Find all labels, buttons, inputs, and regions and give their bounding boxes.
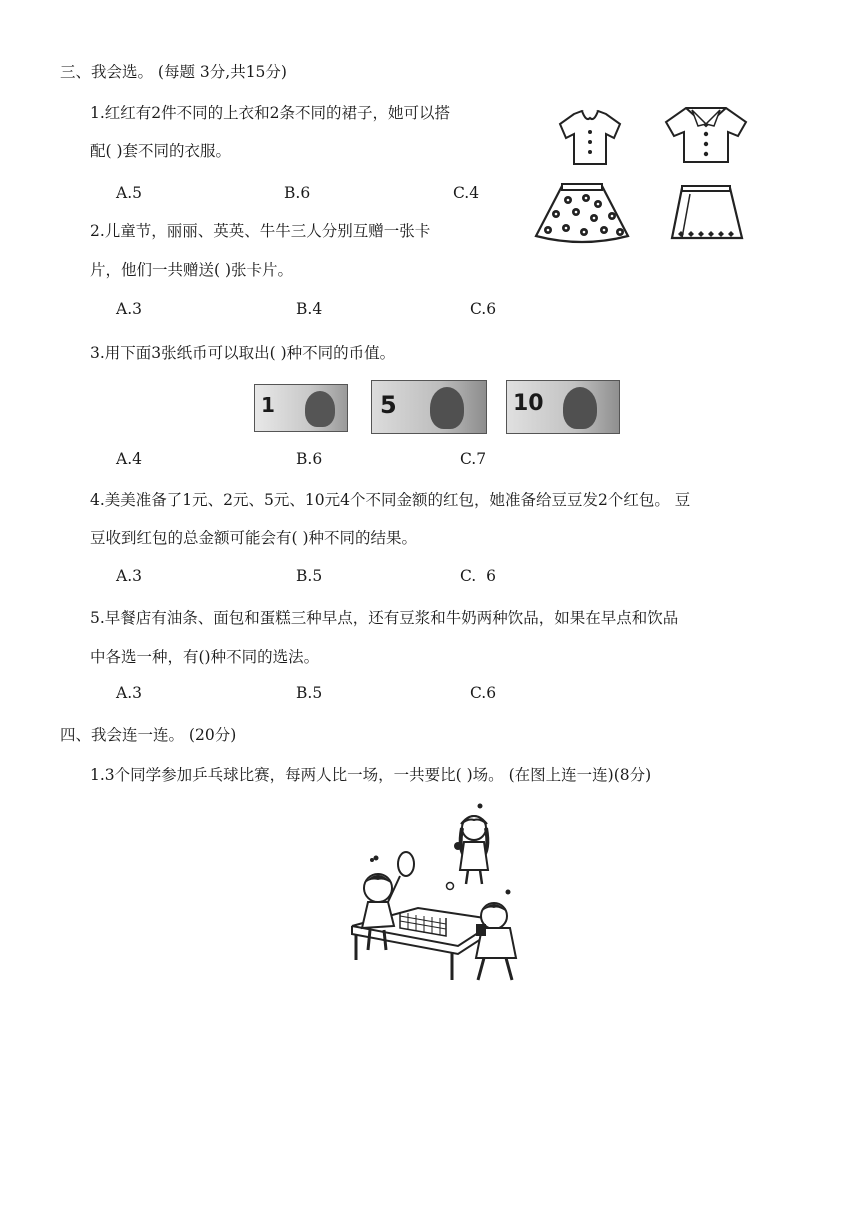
- question-4-option-a[interactable]: A.3: [116, 567, 142, 585]
- question-3-line-1: 3.用下面3张纸币可以取出( )种不同的币值。: [90, 344, 396, 362]
- flowered-skirt-icon: [532, 182, 632, 246]
- banknote-5-value: 5: [380, 391, 397, 419]
- banknote-5-yuan-icon: [371, 380, 487, 434]
- question-3-option-c[interactable]: C.7: [460, 450, 487, 468]
- question-5-option-b[interactable]: B.5: [296, 684, 323, 702]
- portrait-icon: [430, 387, 464, 429]
- question-1-option-c[interactable]: C.4: [453, 184, 480, 202]
- portrait-icon: [563, 387, 597, 429]
- banknote-10-yuan-icon: [506, 380, 620, 434]
- banknote-10-value: 10: [513, 391, 544, 416]
- question-1-line-1: 1.红红有2件不同的上衣和2条不同的裙子，她可以搭: [90, 104, 451, 122]
- ping-pong-players-illustration: [348, 800, 528, 990]
- portrait-icon: [305, 391, 335, 427]
- question-3-option-b[interactable]: B.6: [296, 450, 323, 468]
- question-2-option-a[interactable]: A.3: [116, 300, 142, 318]
- question-3-option-a[interactable]: A.4: [116, 450, 142, 468]
- question-4-option-b[interactable]: B.5: [296, 567, 323, 585]
- section-3-title: 三、我会选。 (每题 3分,共15分): [60, 63, 287, 81]
- question-1-line-2: 配( )套不同的衣服。: [90, 142, 232, 160]
- banknote-1-value: 1: [261, 393, 275, 417]
- blouse-icon: [556, 108, 624, 168]
- question-5-line-1: 5.早餐店有油条、面包和蛋糕三种早点，还有豆浆和牛奶两种饮品，如果在早点和饮品: [90, 609, 679, 627]
- question-4-line-2: 豆收到红包的总金额可能会有( )种不同的结果。: [90, 529, 418, 547]
- skirt-icon: [668, 184, 748, 246]
- question-2-line-1: 2.儿童节，丽丽、英英、牛牛三人分别互赠一张卡: [90, 222, 431, 240]
- question-1-option-b[interactable]: B.6: [284, 184, 311, 202]
- question-4-line-1: 4.美美准备了1元、2元、5元、10元4个不同金额的红包，她准备给豆豆发2个红包。 豆: [90, 491, 691, 509]
- section-4-title: 四、我会连一连。 (20分): [60, 726, 237, 744]
- question-4-option-c[interactable]: C. 6: [460, 567, 496, 585]
- shirt-icon: [662, 104, 750, 166]
- question-5-option-c[interactable]: C.6: [470, 684, 497, 702]
- banknote-1-yuan-icon: [254, 384, 348, 432]
- question-2-option-c[interactable]: C.6: [470, 300, 497, 318]
- section-4-question-1: 1.3个同学参加乒乓球比赛，每两人比一场，一共要比( )场。 (在图上连一连)(8分): [90, 766, 652, 784]
- question-2-option-b[interactable]: B.4: [296, 300, 323, 318]
- question-5-option-a[interactable]: A.3: [116, 684, 142, 702]
- question-2-line-2: 片，他们一共赠送( )张卡片。: [90, 261, 294, 279]
- question-5-line-2: 中各选一种，有()种不同的选法。: [90, 648, 320, 666]
- question-1-option-a[interactable]: A.5: [116, 184, 142, 202]
